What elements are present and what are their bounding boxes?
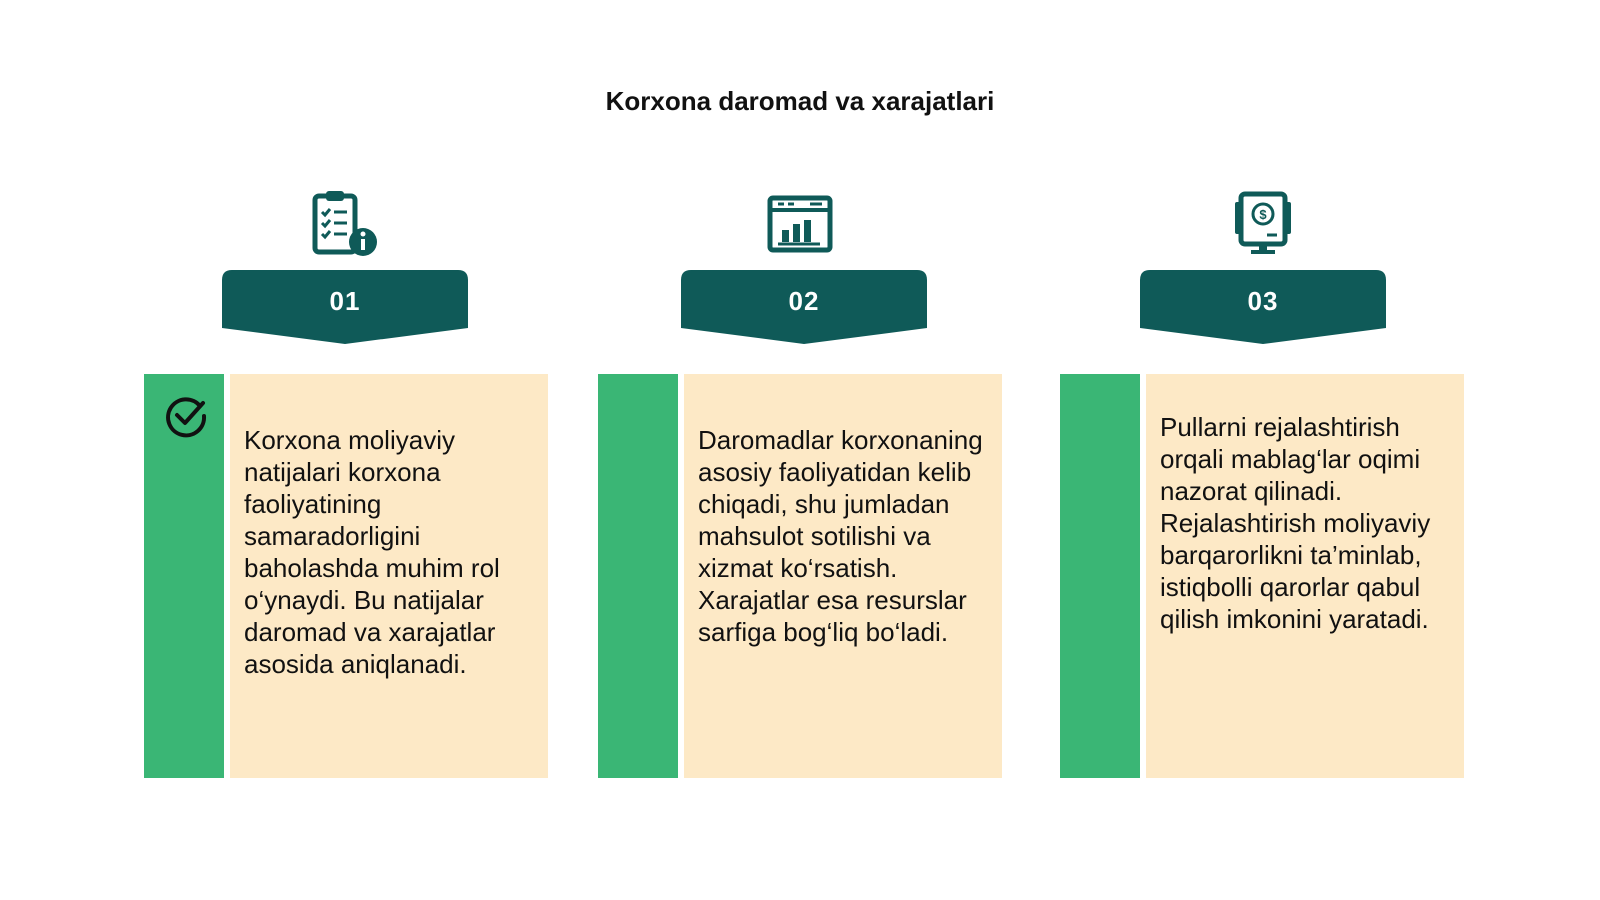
bar-chart-window-icon xyxy=(764,188,836,260)
card-text: Pullarni rejalashtirish orqali mablag‘lar oqimi nazorat qilinadi. Rejalashtirish moliyaviy barqarorlikni ta’minlab, istiqbolli qarorlar qabul qilish imkonini yaratadi. xyxy=(1160,412,1431,634)
clipboard-checklist-info-icon xyxy=(309,188,381,260)
card-body xyxy=(684,374,1002,778)
money-monitor-icon xyxy=(1227,188,1299,260)
card-body xyxy=(230,374,548,778)
card-accent-bar xyxy=(598,374,678,778)
card-text: Korxona moliyaviy natijalari korxona faoliyatining samaradorligini baholashda muhim rol o‘ynaydi. Bu natijalar daromad va xarajatlar asosida aniqlanadi. xyxy=(244,425,500,679)
step-number: 02 xyxy=(788,286,820,316)
info-card-02 xyxy=(598,374,1002,778)
card-accent-bar xyxy=(1060,374,1140,778)
slide-title: Korxona daromad va xarajatlari xyxy=(605,86,995,116)
check-circle-icon xyxy=(164,394,208,438)
step-badge-03 xyxy=(1140,270,1386,348)
card-text: Daromadlar korxonaning asosiy faoliyatidan kelib chiqadi, shu jumladan mahsulot sotilishi va xizmat ko‘rsatish. Xarajatlar esa resurslar sarfiga bog‘liq bo‘ladi. xyxy=(698,425,983,647)
step-badge-02 xyxy=(681,270,927,348)
step-number: 03 xyxy=(1247,286,1279,316)
info-card-03 xyxy=(1060,374,1464,778)
step-badge-01 xyxy=(222,270,468,348)
step-number: 01 xyxy=(329,286,361,316)
card-accent-bar xyxy=(144,374,224,778)
card-body xyxy=(1146,374,1464,778)
svg-text:$: $ xyxy=(1259,207,1267,222)
info-card-01 xyxy=(144,374,548,778)
